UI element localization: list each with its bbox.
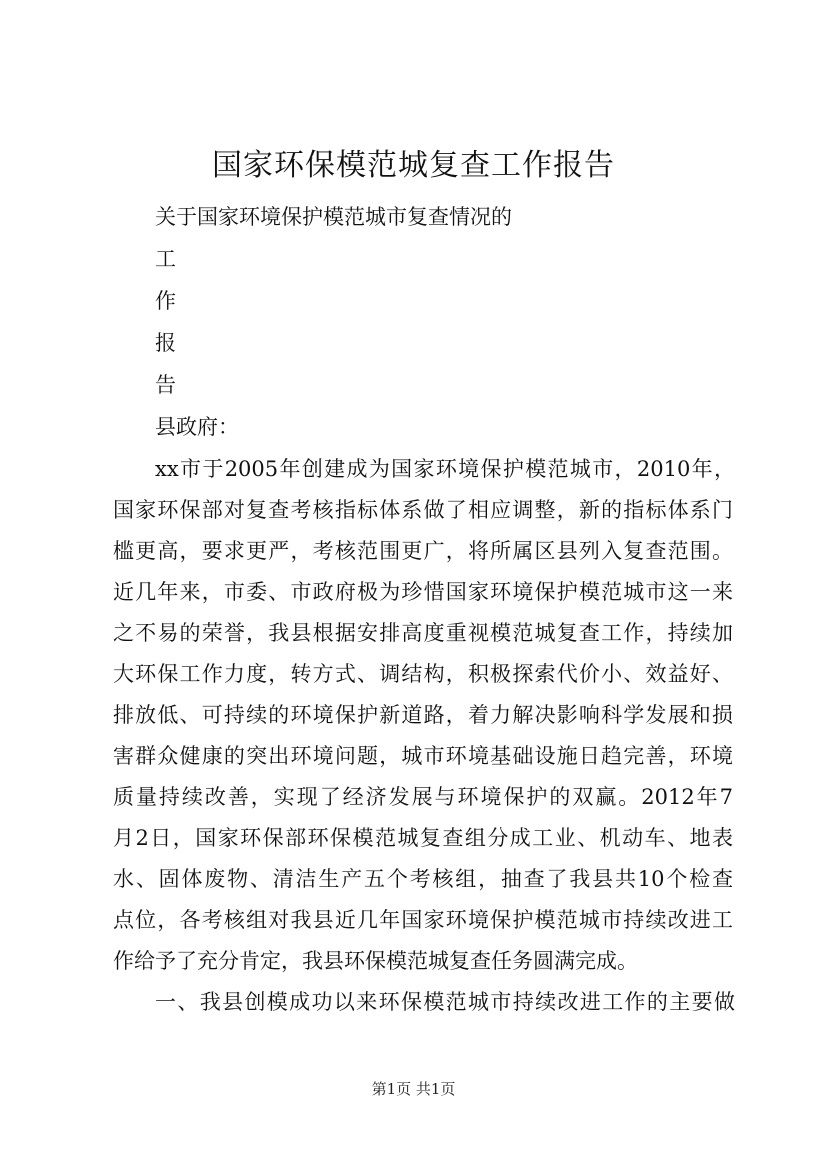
- paragraph-line: 国家环保部对复查考核指标体系做了相应调整，新的指标体系门: [113, 498, 733, 522]
- paragraph-line: 排放低、可持续的环境保护新道路，着力解决影响科学发展和损: [113, 703, 733, 727]
- subtitle-line: 报: [155, 331, 176, 355]
- paragraph-line: 大环保工作力度，转方式、调结构，积极探索代价小、效益好、: [113, 662, 733, 686]
- paragraph-line: 点位，各考核组对我县近几年国家环境保护模范城市持续改进工: [113, 908, 733, 932]
- subtitle-line: 工: [155, 247, 176, 271]
- paragraph-line: 月2日，国家环保部环保模范城复查组分成工业、机动车、地表: [113, 826, 733, 850]
- subtitle-line: 告: [155, 373, 176, 397]
- subtitle-line: 关于国家环境保护模范城市复查情况的: [155, 205, 512, 229]
- paragraph-line: 槛更高，要求更严，考核范围更广，将所属区县列入复查范围。: [113, 539, 733, 563]
- paragraph-line: 质量持续改善，实现了经济发展与环境保护的双赢。2012年7: [113, 785, 733, 809]
- paragraph-line: 近几年来，市委、市政府极为珍惜国家环境保护模范城市这一来: [113, 580, 733, 604]
- paragraph-line: 害群众健康的突出环境问题，城市环境基础设施日趋完善，环境: [113, 744, 733, 768]
- paragraph-line: 作给予了充分肯定，我县环保模范城复查任务圆满完成。: [113, 949, 638, 973]
- document-title: 国家环保模范城复查工作报告: [212, 148, 615, 183]
- paragraph-line: 水、固体废物、清洁生产五个考核组，抽查了我县共10个检查: [113, 867, 733, 891]
- subtitle-line: 作: [155, 289, 176, 313]
- paragraph-line: xx市于2005年创建成为国家环境保护模范城市，2010年，: [155, 457, 735, 481]
- page-footer: 第1页 共1页: [371, 1080, 456, 1098]
- salutation: 县政府：: [155, 415, 239, 439]
- section-heading-line: 一、我县创模成功以来环保模范城市持续改进工作的主要做: [155, 990, 735, 1014]
- paragraph-line: 之不易的荣誉，我县根据安排高度重视模范城复查工作，持续加: [113, 621, 733, 645]
